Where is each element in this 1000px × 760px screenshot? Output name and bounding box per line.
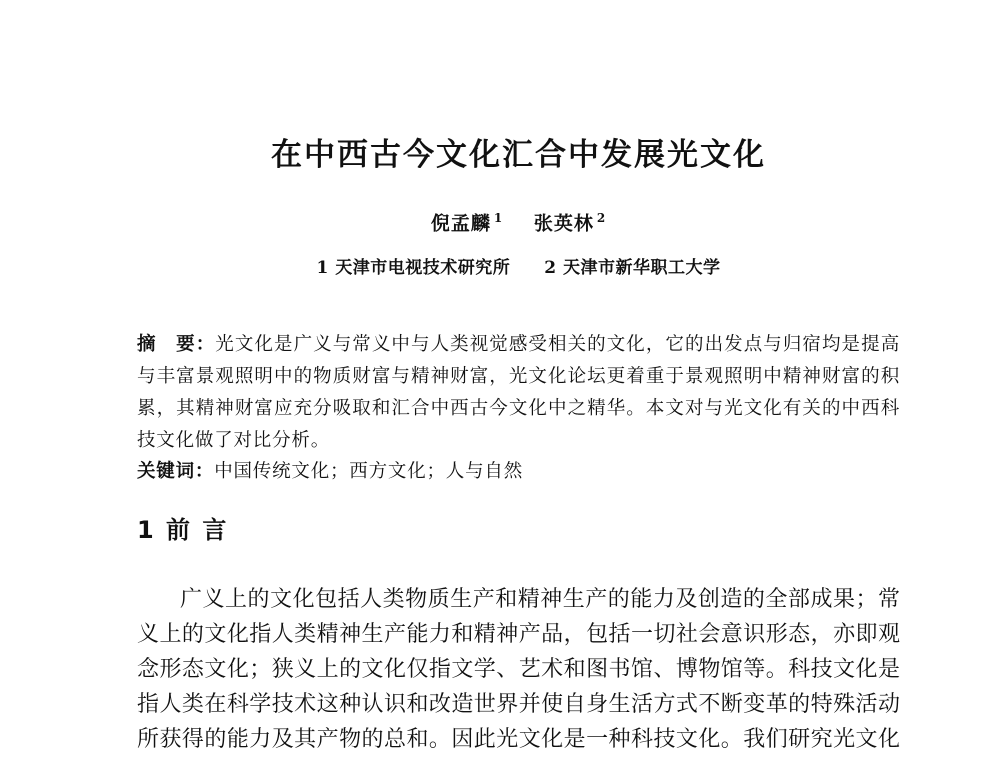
abstract-line: 与丰富景观照明中的物质财富与精神财富，光文化论坛更着重于景观照明中精神财富的积 [137,366,900,387]
author [431,204,503,237]
paper-title: 在中西古今文化汇合中发展光文化 [271,137,766,173]
keywords-label: 关键词： [137,461,215,482]
abstract [137,329,900,457]
abstract-line: 累，其精神财富应充分吸取和汇合中西古今文化中之精华。本文对与光文化有关的中西科 [137,398,900,419]
abstract-text: 光文化是广义与常义中与人类视觉感受相关的文化，它的出发点与归宿均是提高 [215,334,900,355]
keywords [137,456,900,488]
body-line: 指人类在科学技术这种认识和改造世界并使自身生活方式不断变革的特殊活动 [137,692,900,717]
author-list [137,204,900,235]
abstract-label: 摘 要： [137,334,216,355]
author-name: 倪孟麟 [430,212,491,235]
author-affiliation-mark: 1 [493,211,504,225]
body-line: 所获得的能力及其产物的总和。因此光文化是一种科技文化。我们研究光文化 [137,727,900,752]
body-line: 义上的文化指人类精神生产能力和精神产品，包括一切社会意识形态，亦即观 [137,622,900,647]
affiliation: 1 天津市电视技术研究所 [316,258,511,278]
affiliation-list [137,255,900,281]
body-line: 广义上的文化包括人类物质生产和精神生产的能力及创造的全部成果；常 [180,587,900,612]
author-name: 张英林 [533,212,594,235]
section-body [137,582,900,757]
abstract-line: 技文化做了对比分析。 [137,430,331,451]
section-heading: 1 前 言 [137,516,229,544]
author-affiliation-mark: 2 [596,211,607,225]
body-line: 念形态文化；狭义上的文化仅指文学、艺术和图书馆、博物馆等。科技文化是 [137,657,900,682]
author [534,204,606,237]
affiliation: 2 天津市新华职工大学 [544,258,721,278]
keywords-text: 中国传统文化；西方文化；人与自然 [214,461,524,482]
abstract-line [137,329,900,361]
